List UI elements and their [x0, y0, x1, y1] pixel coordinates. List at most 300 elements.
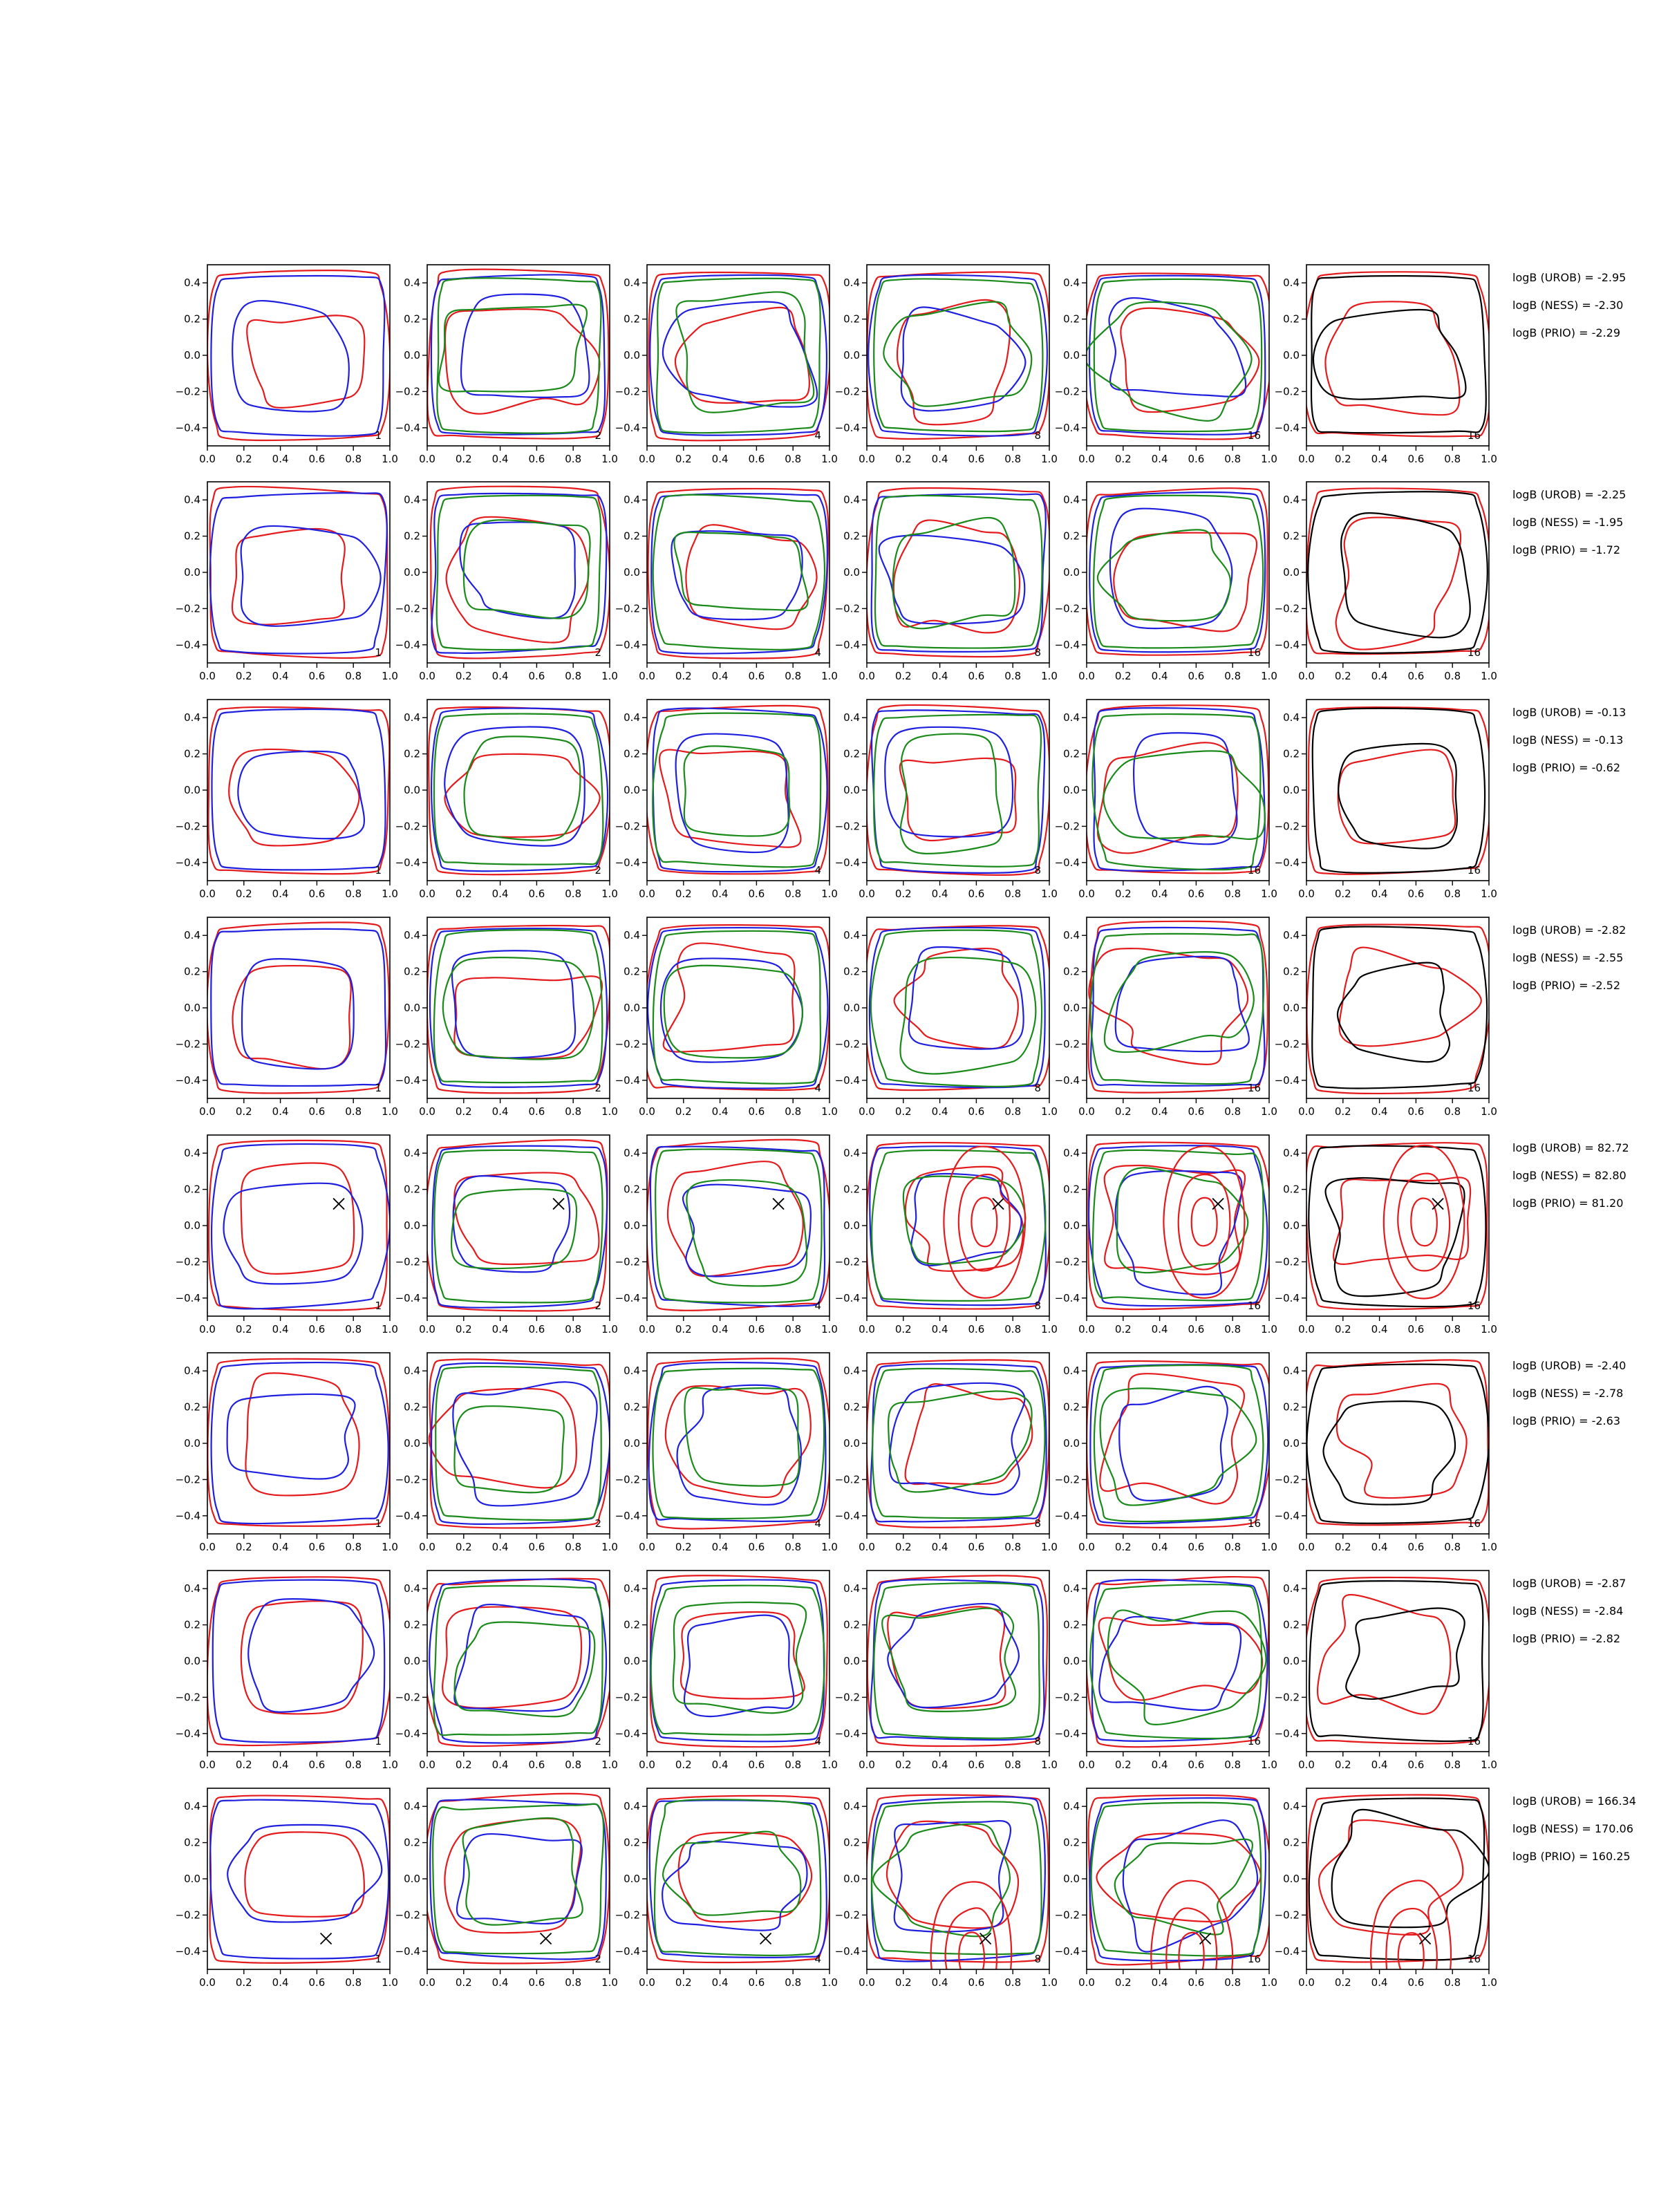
y-tick-label: 0.2: [404, 1836, 420, 1849]
x-tick-label: 0.2: [1334, 1541, 1351, 1553]
x-tick-label: 0.2: [894, 1323, 912, 1335]
x-tick-label: 0.0: [1078, 1976, 1095, 1989]
panel-label: 1: [375, 864, 382, 877]
axes-frame: [207, 917, 390, 1098]
x-tick-label: 0.8: [1224, 1759, 1241, 1771]
logb-annotation: logB (PRIO) = 160.25: [1512, 1850, 1631, 1863]
panel-r4-c1: [176, 917, 398, 1118]
axes-frame: [427, 1571, 610, 1752]
x-tick-label: 0.6: [968, 1323, 985, 1335]
contour-lines: [1085, 488, 1268, 655]
y-tick-label: 0.4: [404, 494, 420, 507]
panel-label: 1: [375, 1082, 382, 1094]
x-tick-label: 1.0: [1481, 1759, 1497, 1771]
x-tick-label: 0.8: [345, 1759, 362, 1771]
x-tick-label: 0.4: [491, 888, 509, 900]
axes-frame: [207, 482, 390, 663]
blue-contour: [650, 1147, 825, 1306]
red-contour: [445, 309, 600, 413]
x-tick-label: 0.0: [419, 1323, 435, 1335]
axes-frame: [647, 1353, 830, 1534]
x-tick-label: 1.0: [1481, 670, 1497, 682]
x-tick-label: 0.4: [1371, 1759, 1388, 1771]
y-tick-label: 0.0: [1063, 1437, 1080, 1450]
axes-frame: [1306, 265, 1489, 446]
logb-annotation: logB (UROB) = -2.82: [1512, 924, 1627, 937]
panel-label: 16: [1467, 1300, 1481, 1312]
y-tick-label: 0.2: [843, 312, 860, 326]
x-tick-label: 0.0: [1298, 1759, 1315, 1771]
x-tick-label: 1.0: [1261, 1759, 1277, 1771]
logb-annotation: logB (NESS) = -2.78: [1512, 1387, 1624, 1400]
x-tick-label: 0.6: [528, 670, 545, 682]
y-tick-label: 0.4: [843, 276, 860, 290]
y-tick-label: −0.4: [175, 1291, 200, 1304]
x-tick-label: 0.2: [455, 1541, 472, 1553]
contour-lines: [648, 272, 830, 440]
green-contour: [433, 1804, 603, 1953]
x-tick-label: 0.8: [1004, 670, 1022, 682]
true-location-marker: [773, 1199, 784, 1210]
y-tick-label: 0.4: [1283, 711, 1300, 724]
y-tick-label: 0.2: [624, 312, 640, 326]
y-tick-label: −0.4: [395, 1074, 420, 1087]
red-contour: [971, 1197, 997, 1246]
y-tick-label: −0.4: [834, 1727, 860, 1740]
contour-lines: [1304, 1577, 1490, 1743]
contour-lines: [1089, 1795, 1272, 2033]
x-tick-label: 0.4: [272, 1976, 289, 1989]
y-tick-label: −0.2: [175, 1038, 200, 1051]
x-tick-label: 0.2: [1334, 1105, 1351, 1118]
logb-annotation: logB (NESS) = -2.30: [1512, 299, 1624, 312]
x-tick-label: 1.0: [1481, 1323, 1497, 1335]
y-tick-label: 0.0: [404, 1002, 420, 1014]
y-tick-label: −0.4: [395, 856, 420, 869]
blue-contour: [879, 535, 1025, 624]
panel-label: 4: [814, 1953, 821, 1965]
panel-label: 1: [375, 1300, 382, 1312]
x-tick-label: 0.6: [748, 670, 765, 682]
blue-contour: [212, 1362, 388, 1524]
red-contour: [897, 300, 1010, 424]
x-tick-label: 0.6: [1407, 1541, 1425, 1553]
y-tick-label: −0.2: [395, 385, 420, 398]
blue-contour: [431, 274, 605, 434]
panel-label: 8: [1034, 1953, 1041, 1965]
x-tick-label: 0.2: [1114, 1759, 1132, 1771]
green-contour: [1098, 529, 1230, 621]
y-tick-label: 0.2: [184, 1836, 200, 1849]
axes-frame: [867, 1353, 1049, 1534]
x-tick-label: 0.2: [1114, 1105, 1132, 1118]
x-tick-label: 0.4: [272, 1759, 289, 1771]
panel-label: 8: [1034, 429, 1041, 442]
x-tick-label: 0.2: [1334, 1759, 1351, 1771]
panel-label: 4: [814, 864, 821, 877]
x-tick-label: 0.2: [1334, 670, 1351, 682]
x-tick-label: 1.0: [1481, 1105, 1497, 1118]
contour-lines: [1304, 1360, 1489, 1525]
red-contour: [1085, 488, 1268, 655]
x-tick-label: 0.4: [931, 1323, 948, 1335]
panel-r1-c1: [176, 265, 398, 465]
x-tick-label: 0.8: [1444, 1541, 1461, 1553]
x-tick-label: 0.6: [528, 453, 545, 465]
panel-r8-c2: [395, 1788, 618, 1989]
contour-lines: [867, 272, 1050, 439]
y-tick-label: −0.4: [175, 1727, 200, 1740]
red-contour: [900, 758, 1016, 841]
contour-lines: [424, 1794, 610, 1964]
y-tick-label: −0.2: [395, 1909, 420, 1922]
y-tick-label: −0.2: [395, 1255, 420, 1268]
y-tick-label: −0.4: [1274, 1727, 1300, 1740]
x-tick-label: 0.4: [272, 453, 289, 465]
x-tick-label: 1.0: [601, 1759, 618, 1771]
x-tick-label: 0.8: [1004, 453, 1022, 465]
x-tick-label: 0.8: [785, 1105, 802, 1118]
contour-lines: [868, 1575, 1047, 1746]
red-contour: [1105, 1165, 1245, 1275]
green-contour: [676, 292, 814, 412]
red-contour: [424, 1794, 610, 1964]
x-tick-label: 0.0: [199, 1541, 216, 1553]
x-tick-label: 0.0: [639, 1541, 655, 1553]
y-tick-label: 0.2: [184, 1400, 200, 1414]
y-tick-label: 0.4: [1283, 929, 1300, 942]
red-contour: [1384, 1145, 1465, 1298]
blue-contour: [460, 522, 575, 618]
panel-r6-c3: [615, 1353, 838, 1553]
y-tick-label: −0.2: [615, 1473, 640, 1486]
logb-annotation: logB (NESS) = -0.13: [1512, 733, 1624, 747]
x-tick-label: 0.6: [748, 1541, 765, 1553]
x-tick-label: 1.0: [601, 1541, 618, 1553]
y-tick-label: 0.2: [1063, 1836, 1080, 1849]
x-tick-label: 0.4: [491, 670, 509, 682]
y-tick-label: 0.0: [184, 1219, 200, 1232]
x-tick-label: 0.0: [639, 888, 655, 900]
y-tick-label: 0.4: [1063, 494, 1080, 507]
panel-r5-c5: [1055, 1135, 1277, 1335]
panel-label: 1: [375, 1953, 382, 1965]
x-tick-label: 0.4: [711, 1105, 729, 1118]
red-contour: [646, 1796, 830, 1962]
x-tick-label: 1.0: [601, 1976, 618, 1989]
blue-contour: [211, 929, 386, 1086]
y-tick-label: 0.2: [184, 312, 200, 326]
contour-lines: [867, 1360, 1049, 1527]
y-tick-label: 0.2: [404, 1183, 420, 1196]
x-tick-label: 1.0: [601, 453, 618, 465]
y-tick-label: 0.0: [624, 1655, 640, 1667]
panel-label: 16: [1247, 429, 1261, 442]
red-contour: [1336, 518, 1461, 650]
red-contour: [229, 749, 359, 845]
x-tick-label: 0.2: [894, 888, 912, 900]
y-tick-label: −0.4: [834, 1944, 860, 1958]
y-tick-label: −0.4: [615, 1291, 640, 1304]
panel-label: 4: [814, 429, 821, 442]
contour-lines: [423, 1579, 613, 1746]
green-contour: [875, 496, 1042, 648]
red-contour: [1087, 1361, 1272, 1528]
axes-frame: [647, 265, 830, 446]
x-tick-label: 0.2: [894, 670, 912, 682]
y-tick-label: 0.4: [843, 1800, 860, 1813]
y-tick-label: −0.4: [1274, 638, 1300, 651]
true-location-marker: [553, 1199, 564, 1210]
x-tick-label: 0.4: [711, 670, 729, 682]
x-tick-label: 0.0: [1298, 1323, 1315, 1335]
y-tick-label: 0.2: [624, 1400, 640, 1414]
y-tick-label: −0.4: [1054, 421, 1080, 434]
x-tick-label: 0.2: [235, 888, 252, 900]
y-tick-label: 0.4: [843, 711, 860, 724]
x-tick-label: 0.8: [345, 1105, 362, 1118]
red-contour: [1398, 1933, 1424, 1981]
x-tick-label: 0.4: [931, 670, 948, 682]
panel-r2-c5: [1055, 482, 1277, 682]
x-tick-label: 0.4: [931, 1976, 948, 1989]
contour-lines: [209, 1141, 390, 1311]
x-tick-label: 0.2: [675, 453, 692, 465]
y-tick-label: −0.2: [1274, 820, 1300, 833]
x-tick-label: 0.2: [455, 1105, 472, 1118]
y-tick-label: 0.0: [184, 1437, 200, 1450]
y-tick-label: −0.4: [615, 1074, 640, 1087]
x-tick-label: 0.4: [1151, 1976, 1168, 1989]
contour-lines: [866, 705, 1049, 875]
y-tick-label: 0.0: [843, 1655, 860, 1667]
x-tick-label: 0.0: [639, 670, 655, 682]
contour-lines: [646, 706, 828, 874]
y-tick-label: −0.2: [1054, 1255, 1080, 1268]
x-tick-label: 0.2: [1114, 1541, 1132, 1553]
x-tick-label: 0.0: [419, 888, 435, 900]
y-tick-label: 0.4: [404, 1365, 420, 1378]
panel-label: 16: [1467, 1082, 1481, 1094]
x-tick-label: 0.4: [1151, 888, 1168, 900]
y-tick-label: 0.4: [184, 1147, 200, 1160]
x-tick-label: 0.4: [711, 1541, 729, 1553]
axes-frame: [1087, 917, 1269, 1098]
x-tick-label: 1.0: [382, 1759, 398, 1771]
red-contour: [241, 1163, 355, 1274]
blue-contour: [870, 1364, 1046, 1521]
x-tick-label: 0.6: [968, 670, 985, 682]
y-tick-label: −0.4: [1054, 1944, 1080, 1958]
contour-lines: [427, 926, 610, 1093]
axes-frame: [427, 1788, 610, 1969]
y-tick-label: 0.4: [843, 1582, 860, 1595]
y-tick-label: 0.0: [624, 784, 640, 796]
y-tick-label: 0.0: [1283, 1002, 1300, 1014]
y-tick-label: 0.2: [624, 747, 640, 760]
x-tick-label: 0.2: [235, 453, 252, 465]
x-tick-label: 0.8: [1004, 1323, 1022, 1335]
y-tick-label: −0.4: [834, 856, 860, 869]
axes-frame: [1087, 1571, 1269, 1752]
x-tick-label: 0.0: [859, 1323, 875, 1335]
x-tick-label: 0.8: [1224, 453, 1241, 465]
y-tick-label: −0.4: [1274, 1291, 1300, 1304]
x-tick-label: 0.8: [1004, 1541, 1022, 1553]
red-contour: [1088, 921, 1267, 1093]
x-tick-label: 1.0: [1041, 1976, 1058, 1989]
logb-annotation: logB (PRIO) = -2.52: [1512, 979, 1620, 992]
x-tick-label: 0.2: [675, 1541, 692, 1553]
x-tick-label: 0.8: [345, 888, 362, 900]
contour-lines: [1082, 273, 1272, 439]
x-tick-label: 0.4: [711, 1976, 729, 1989]
x-tick-label: 1.0: [1261, 1976, 1277, 1989]
x-tick-label: 0.4: [1151, 670, 1168, 682]
x-tick-label: 0.0: [199, 888, 216, 900]
y-tick-label: −0.4: [1054, 1727, 1080, 1740]
y-tick-label: 0.4: [1283, 1147, 1300, 1160]
axes-frame: [1306, 1353, 1489, 1534]
y-tick-label: 0.4: [404, 1147, 420, 1160]
y-tick-label: 0.4: [1283, 276, 1300, 290]
panel-label: 4: [814, 646, 821, 659]
y-tick-label: −0.2: [175, 1473, 200, 1486]
y-tick-label: 0.0: [843, 1437, 860, 1450]
x-tick-label: 0.8: [1444, 1105, 1461, 1118]
true-location-marker: [993, 1199, 1004, 1210]
y-tick-label: 0.4: [843, 929, 860, 942]
red-contour: [959, 1174, 1010, 1271]
x-tick-label: 1.0: [382, 1541, 398, 1553]
x-tick-label: 0.2: [675, 1976, 692, 1989]
y-tick-label: −0.4: [615, 638, 640, 651]
green-contour: [451, 1189, 577, 1268]
y-tick-label: 0.0: [1283, 1655, 1300, 1667]
x-tick-label: 0.2: [675, 1105, 692, 1118]
x-tick-label: 0.4: [1371, 1541, 1388, 1553]
y-tick-label: −0.2: [1274, 1691, 1300, 1704]
x-tick-label: 1.0: [601, 670, 618, 682]
panel-r4-c5: [1055, 917, 1277, 1118]
panel-label: 16: [1247, 864, 1261, 877]
y-tick-label: 0.0: [1063, 784, 1080, 796]
x-tick-label: 0.0: [639, 453, 655, 465]
y-tick-label: 0.2: [1283, 965, 1300, 978]
y-tick-label: 0.4: [404, 1800, 420, 1813]
x-tick-label: 1.0: [821, 1976, 838, 1989]
x-tick-label: 1.0: [821, 1541, 838, 1553]
panel-label: 8: [1034, 646, 1041, 659]
y-tick-label: −0.2: [1274, 385, 1300, 398]
blue-contour: [431, 709, 608, 872]
x-tick-label: 0.8: [1224, 1976, 1241, 1989]
y-tick-label: 0.0: [843, 784, 860, 796]
logb-annotation: logB (PRIO) = -2.63: [1512, 1414, 1620, 1427]
y-tick-label: 0.4: [1063, 1365, 1080, 1378]
x-tick-label: 0.8: [1444, 888, 1461, 900]
contour-lines: [648, 489, 829, 659]
x-tick-label: 0.2: [1114, 888, 1132, 900]
y-tick-label: −0.2: [1054, 1038, 1080, 1051]
panel-label: 16: [1247, 1082, 1261, 1094]
x-tick-label: 0.4: [1371, 453, 1388, 465]
x-tick-label: 0.8: [1444, 1323, 1461, 1335]
y-tick-label: 0.0: [184, 566, 200, 579]
x-tick-label: 0.4: [1151, 1323, 1168, 1335]
y-tick-label: −0.2: [615, 602, 640, 615]
contour-lines: [429, 1359, 610, 1528]
x-tick-label: 0.6: [528, 1323, 545, 1335]
y-tick-label: −0.2: [834, 602, 860, 615]
x-tick-label: 0.4: [711, 1759, 729, 1771]
panel-label: 16: [1247, 1517, 1261, 1530]
x-tick-label: 0.2: [455, 670, 472, 682]
red-contour: [1338, 750, 1456, 844]
x-tick-label: 0.0: [199, 670, 216, 682]
panel-r6-c5: [1055, 1353, 1277, 1553]
x-tick-label: 0.2: [1334, 888, 1351, 900]
x-tick-label: 0.0: [859, 1541, 875, 1553]
y-tick-label: 0.2: [1063, 312, 1080, 326]
x-tick-label: 0.6: [968, 1541, 985, 1553]
x-tick-label: 0.2: [894, 1541, 912, 1553]
panel-r7-c1: [176, 1571, 398, 1771]
x-tick-label: 1.0: [382, 1323, 398, 1335]
y-tick-label: 0.0: [184, 1002, 200, 1014]
x-tick-label: 0.4: [931, 453, 948, 465]
y-tick-label: 0.4: [404, 711, 420, 724]
y-tick-label: −0.2: [1274, 1038, 1300, 1051]
y-tick-label: 0.0: [184, 349, 200, 362]
black-contour: [1311, 276, 1486, 433]
panel-r3-c1: [176, 700, 398, 900]
green-contour: [888, 1391, 1031, 1492]
true-location-marker: [1432, 1199, 1443, 1210]
black-contour: [1341, 513, 1470, 637]
x-tick-label: 0.2: [235, 1105, 252, 1118]
panel-label: 16: [1467, 1517, 1481, 1530]
blue-contour: [242, 959, 354, 1069]
y-tick-label: −0.4: [1054, 1074, 1080, 1087]
y-tick-label: 0.2: [843, 1400, 860, 1414]
blue-contour: [1110, 509, 1232, 628]
y-tick-label: −0.2: [1274, 1255, 1300, 1268]
x-tick-label: 0.4: [491, 453, 509, 465]
red-contour: [1411, 1199, 1437, 1246]
y-tick-label: 0.0: [843, 1873, 860, 1885]
y-tick-label: −0.4: [175, 421, 200, 434]
x-tick-label: 0.6: [968, 888, 985, 900]
x-tick-label: 0.8: [565, 1105, 582, 1118]
x-tick-label: 0.2: [675, 888, 692, 900]
true-location-marker: [541, 1933, 552, 1944]
x-tick-label: 0.8: [565, 888, 582, 900]
y-tick-label: 0.2: [1283, 1836, 1300, 1849]
x-tick-label: 0.8: [1444, 1976, 1461, 1989]
x-tick-label: 0.6: [1407, 1759, 1425, 1771]
y-tick-label: 0.4: [1283, 494, 1300, 507]
contour-lines: [644, 925, 830, 1090]
y-tick-label: 0.4: [624, 711, 640, 724]
y-tick-label: −0.4: [175, 856, 200, 869]
red-contour: [454, 976, 602, 1058]
x-tick-label: 1.0: [821, 453, 838, 465]
x-tick-label: 0.8: [565, 1323, 582, 1335]
blue-contour: [452, 950, 575, 1058]
y-tick-label: −0.4: [834, 421, 860, 434]
x-tick-label: 0.6: [308, 1105, 326, 1118]
